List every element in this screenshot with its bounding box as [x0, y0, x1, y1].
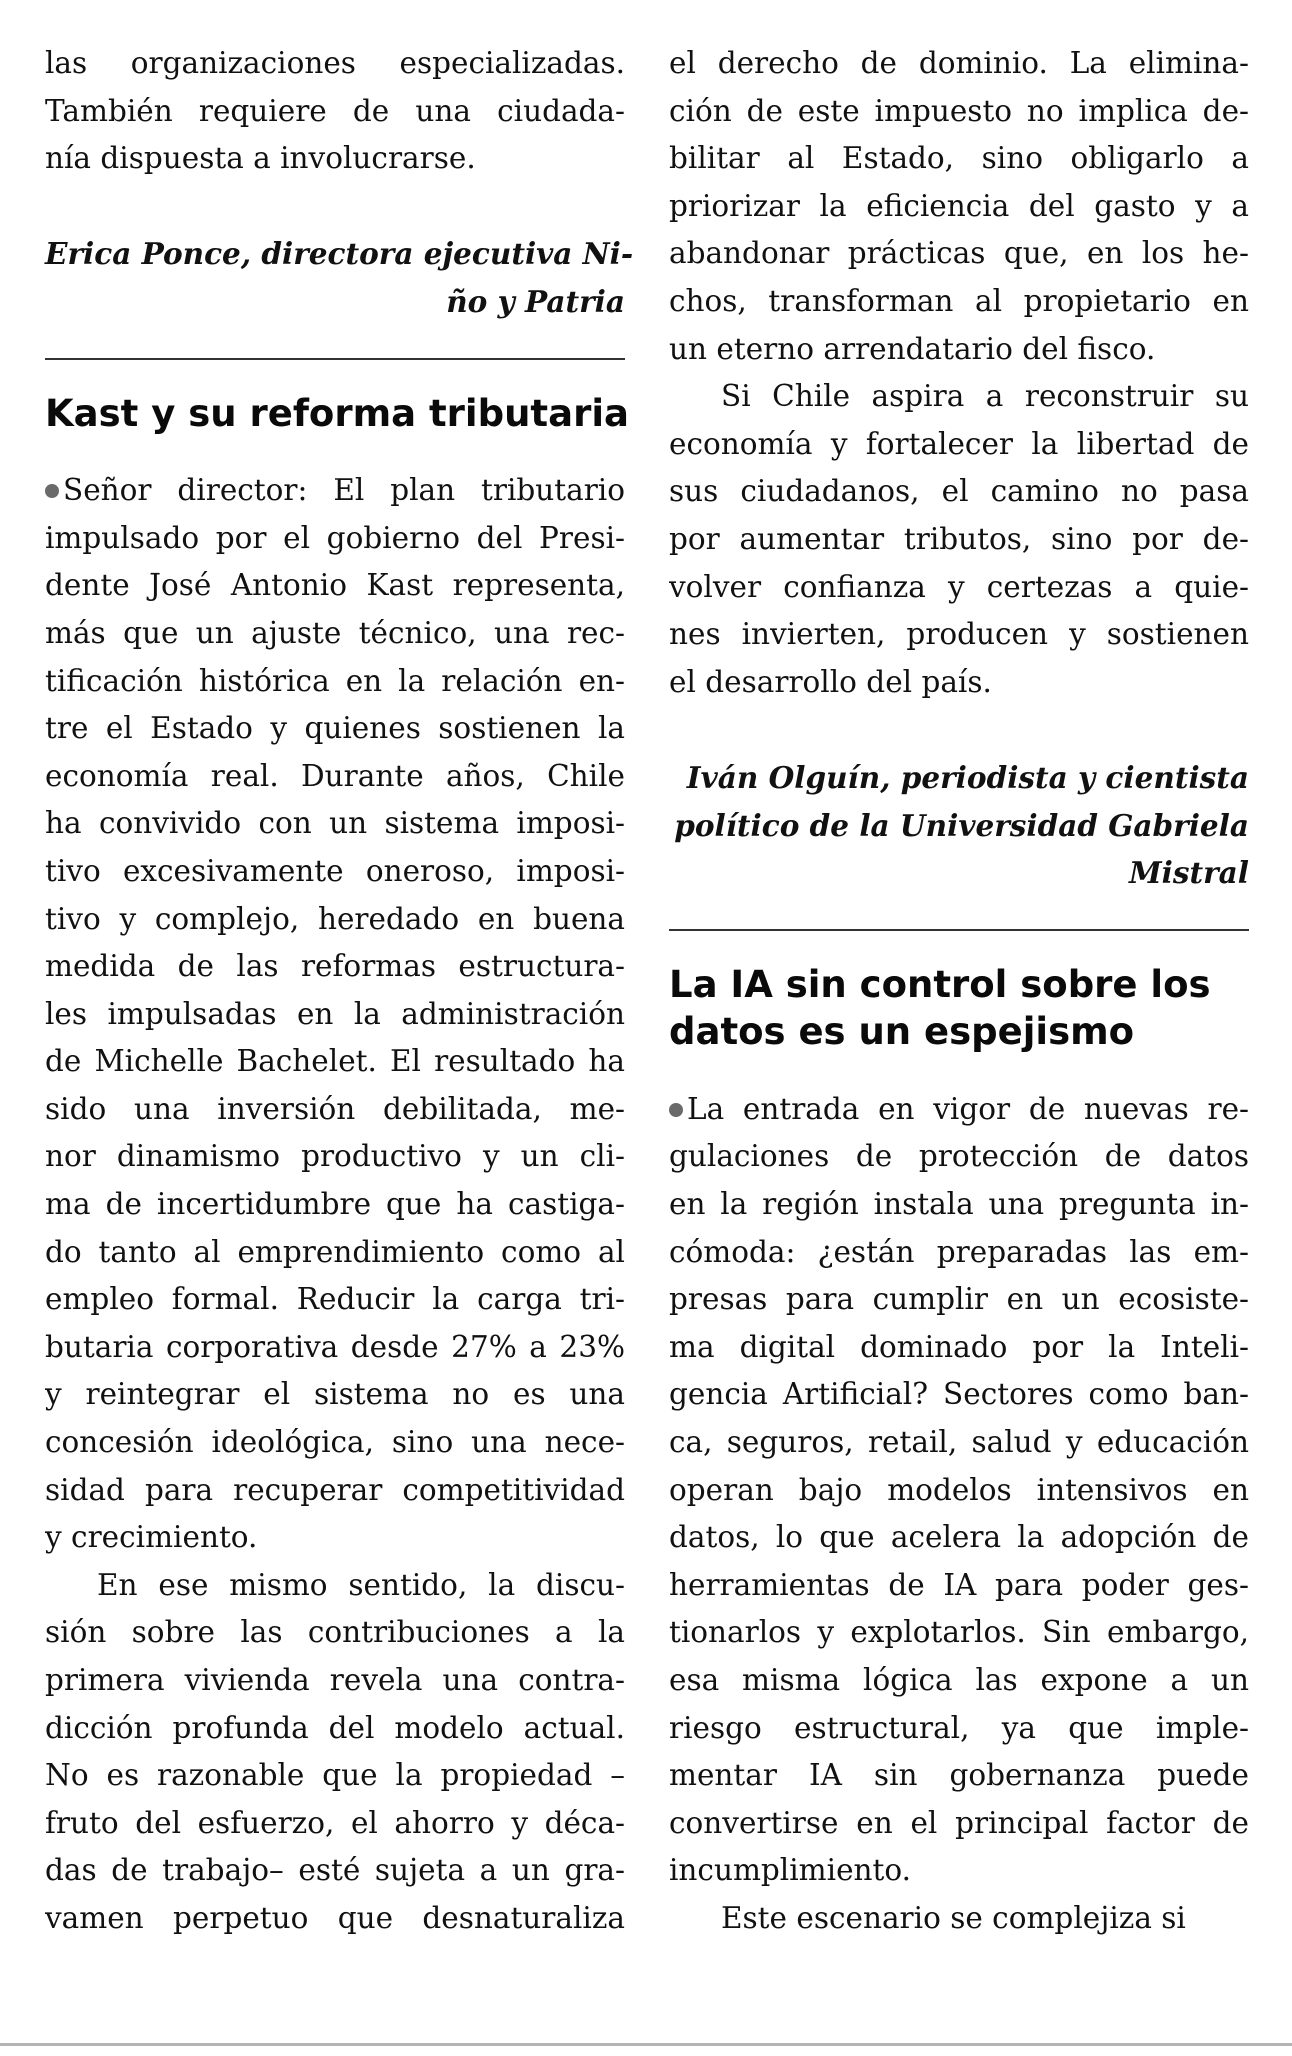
text-line: En ese mismo sentido, la discu-	[97, 1567, 625, 1602]
signature-line: Erica Ponce, directora ejecutiva Ni-	[45, 236, 634, 272]
text-line: tificación histórica en la relación en-	[45, 663, 625, 698]
letter-body-ia	[669, 1086, 1249, 1943]
section-divider	[669, 929, 1249, 931]
section-divider	[45, 358, 625, 360]
text-line: gulaciones de protección de datos	[669, 1139, 1249, 1174]
bullet-icon	[669, 1103, 683, 1117]
text-line: y crecimiento.	[45, 1520, 258, 1555]
text-line: butaria corporativa desde 27% a 23%	[45, 1329, 625, 1364]
text-line: primera vivienda revela una contra-	[45, 1663, 625, 1697]
text-line: les impulsadas en la administración	[45, 996, 625, 1031]
text-line: tivo excesivamente oneroso, imposi-	[45, 853, 625, 888]
text-line: Este escenario se complejiza si	[721, 1900, 1186, 1935]
text-line: economía real. Durante años, Chile	[45, 758, 625, 793]
text-line: cómoda: ¿están preparadas las em-	[669, 1234, 1249, 1269]
text-line: La entrada en vigor de nuevas re-	[669, 1086, 1249, 1134]
headline-line: La IA sin control sobre los	[669, 962, 1211, 1006]
text-line: fruto del esfuerzo, el ahorro y déca-	[45, 1805, 625, 1840]
text-line: dente José Antonio Kast representa,	[45, 568, 625, 603]
text-line: mentar IA sin gobernanza puede	[669, 1758, 1249, 1793]
text-line: medida de las reformas estructura-	[45, 949, 625, 984]
text-line: las organizaciones especializadas.	[45, 46, 625, 80]
letter-body-kast	[45, 467, 625, 1942]
text-line: chos, transforman al propietario en	[669, 283, 1249, 318]
text-line: priorizar la eficiencia del gasto y a	[669, 188, 1249, 223]
text-line: das de trabajo– esté sujeta a un gra-	[45, 1853, 625, 1888]
intro-paragraph	[45, 40, 625, 183]
bullet-icon	[45, 484, 59, 498]
text-line: Si Chile aspira a reconstruir su	[721, 379, 1249, 414]
text-line: datos, lo que acelera la adopción de	[669, 1520, 1249, 1555]
right-column	[669, 40, 1249, 1943]
text-line: bilitar al Estado, sino obligarlo a	[669, 141, 1249, 176]
text-line: volver confianza y certezas a quie-	[669, 569, 1249, 604]
text-line: nía dispuesta a involucrarse.	[45, 141, 476, 176]
text-line: Señor director: El plan tributario	[45, 467, 625, 515]
text-line: convertirse en el principal factor de	[669, 1805, 1249, 1840]
headline-kast-reforma: Kast y su reforma tributaria	[45, 391, 629, 435]
text-line: riesgo estructural, ya que imple-	[669, 1710, 1249, 1745]
text-line: ma de incertidumbre que ha castiga-	[45, 1187, 625, 1222]
text-line: nes invierten, producen y sostienen	[669, 617, 1249, 652]
text-line: dicción profunda del modelo actual.	[45, 1710, 625, 1745]
text-line: ción de este impuesto no implica de-	[669, 93, 1249, 128]
signature-line: político de la Universidad Gabriela	[674, 807, 1249, 843]
text-line: esa misma lógica las expone a un	[669, 1663, 1249, 1697]
text-line: más que un ajuste técnico, una rec-	[45, 615, 625, 650]
text-line: impulsado por el gobierno del Presi-	[45, 520, 625, 555]
text-line: vamen perpetuo que desnaturaliza	[45, 1900, 625, 1935]
text-line: operan bajo modelos intensivos en	[669, 1472, 1249, 1507]
text-line: herramientas de IA para poder ges-	[669, 1567, 1249, 1602]
text-line: do tanto al emprendimiento como al	[45, 1234, 625, 1269]
text-line: el desarrollo del país.	[669, 664, 992, 699]
text-line: un eterno arrendatario del fisco.	[669, 331, 1156, 366]
text-line: También requiere de una ciudada-	[45, 93, 625, 128]
text-line: abandonar prácticas que, en los he-	[669, 236, 1249, 271]
text-line: tre el Estado y quienes sostienen la	[45, 711, 625, 746]
text-line: nor dinamismo productivo y un cli-	[45, 1139, 625, 1174]
text-line: tivo y complejo, heredado en buena	[45, 901, 625, 936]
text-line: concesión ideológica, sino una nece-	[45, 1425, 625, 1460]
headline-line: datos es un espejismo	[669, 1010, 1135, 1054]
signature-ivan-olguin	[669, 754, 1249, 897]
text-line: gencia Artificial? Sectores como ban-	[669, 1377, 1249, 1412]
signature-line: ño y Patria	[446, 283, 625, 319]
text-line: No es razonable que la propiedad –	[45, 1758, 625, 1793]
text-line: ca, seguros, retail, salud y educación	[669, 1425, 1249, 1460]
text-line: de Michelle Bachelet. El resultado ha	[45, 1044, 625, 1079]
text-line: economía y fortalecer la libertad de	[669, 426, 1249, 461]
signature-line: Iván Olguín, periodista y cientista	[686, 759, 1249, 795]
text-line: presas para cumplir en un ecosiste-	[669, 1282, 1249, 1317]
text-line: por aumentar tributos, sino por de-	[669, 521, 1249, 556]
text-line: sidad para recuperar competitividad	[45, 1472, 625, 1507]
signature-erica-ponce	[45, 230, 634, 325]
text-line: ha convivido con un sistema imposi-	[45, 806, 625, 841]
text-line: el derecho de dominio. La elimina-	[669, 46, 1249, 80]
headline-ia-datos	[669, 961, 1249, 1056]
text-line: sus ciudadanos, el camino no pasa	[669, 474, 1249, 509]
text-line: sión sobre las contribuciones a la	[45, 1615, 625, 1650]
letter-body-kast-continued	[669, 40, 1249, 706]
text-line: tionarlos y explotarlos. Sin embargo,	[669, 1615, 1249, 1650]
page-bottom-rule	[0, 2043, 1292, 2046]
text-line: y reintegrar el sistema no es una	[45, 1377, 625, 1412]
text-line: ma digital dominado por la Inteli-	[669, 1329, 1249, 1364]
signature-line: Mistral	[1129, 855, 1249, 891]
text-line: empleo formal. Reducir la carga tri-	[45, 1282, 625, 1317]
text-line: incumplimiento.	[669, 1853, 912, 1888]
text-line: en la región instala una pregunta in-	[669, 1187, 1249, 1222]
text-line: sido una inversión debilitada, me-	[45, 1091, 625, 1126]
left-column	[45, 40, 634, 1943]
